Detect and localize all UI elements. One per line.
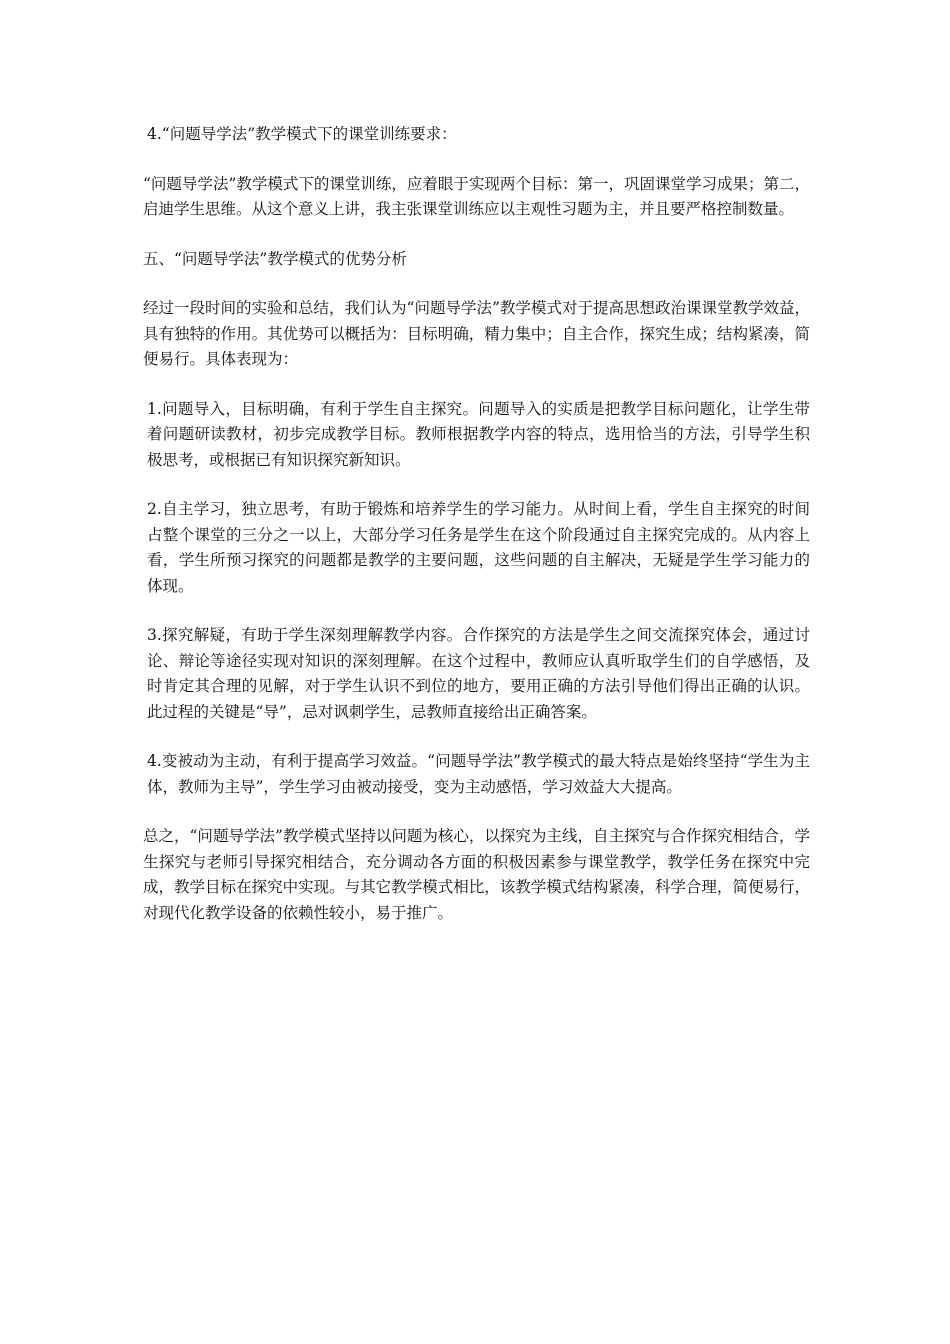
paragraph-point-2: 2.自主学习，独立思考，有助于锻炼和培养学生的学习能力。从时间上看，学生自主探究的时间占整个课堂的三分之一以上，大部分学习任务是学生在这个阶段通过自主探究完成的。从内容上看，学生所预习探究的问题都是教学的主要问题，这些问题的自主解决，无疑是学生学习能力的体现。: [147, 500, 810, 595]
document-body: [143, 122, 810, 950]
paragraph-point-1: 1.问题导入，目标明确，有利于学生自主探究。问题导入的实质是把教学目标问题化，让学生带着问题研读教材，初步完成教学目标。教师根据教学内容的特点，选用恰当的方法，引导学生积极思考，或根据已有知识探究新知识。: [147, 399, 810, 469]
paragraph-advantages-summary: 经过一段时间的实验和总结，我们认为“问题导学法”教学模式对于提高思想政治课课堂教学效益，具有独特的作用。其优势可以概括为：目标明确，精力集中；自主合作，探究生成；结构紧凑，简便易行。具体表现为：: [143, 299, 810, 368]
paragraph-training-requirements: “问题导学法”教学模式下的课堂训练，应着眼于实现两个目标：第一，巩固课堂学习成果；第二，启迪学生思维。从这个意义上讲，我主张课堂训练应以主观性习题为主，并且要严格控制数量。: [143, 174, 810, 218]
paragraph-conclusion: 总之，“问题导学法”教学模式坚持以问题为核心，以探究为主线，自主探究与合作探究相结合，学生探究与老师引导探究相结合，充分调动各方面的积极因素参与课堂教学，教学任务在探究中完成，教学目标在探究中实现。与其它教学模式相比，该教学模式结构紧凑，科学合理，简便易行，对现代化教学设备的依赖性较小，易于推广。: [143, 827, 810, 922]
paragraph-point-4: 4.变被动为主动，有利于提高学习效益。“问题导学法”教学模式的最大特点是始终坚持“学生为主体，教师为主导”，学生学习由被动接受，变为主动感悟，学习效益大大提高。: [147, 752, 810, 796]
section-heading-advantages: 五、“问题导学法”教学模式的优势分析: [143, 249, 407, 268]
paragraph-point-3: 3.探究解疑，有助于学生深刻理解教学内容。合作探究的方法是学生之间交流探究体会，通过讨论、辩论等途径实现对知识的深刻理解。在这个过程中，教师应认真听取学生们的自学感悟，及时肯定其合理的见解，对于学生认识不到位的地方，要用正确的方法引导他们得出正确的认识。此过程的关键是“导”，忌对讽刺学生，忌教师直接给出正确答案。: [147, 626, 810, 721]
paragraph-training-heading: 4.“问题导学法”教学模式下的课堂训练要求：: [147, 125, 457, 143]
